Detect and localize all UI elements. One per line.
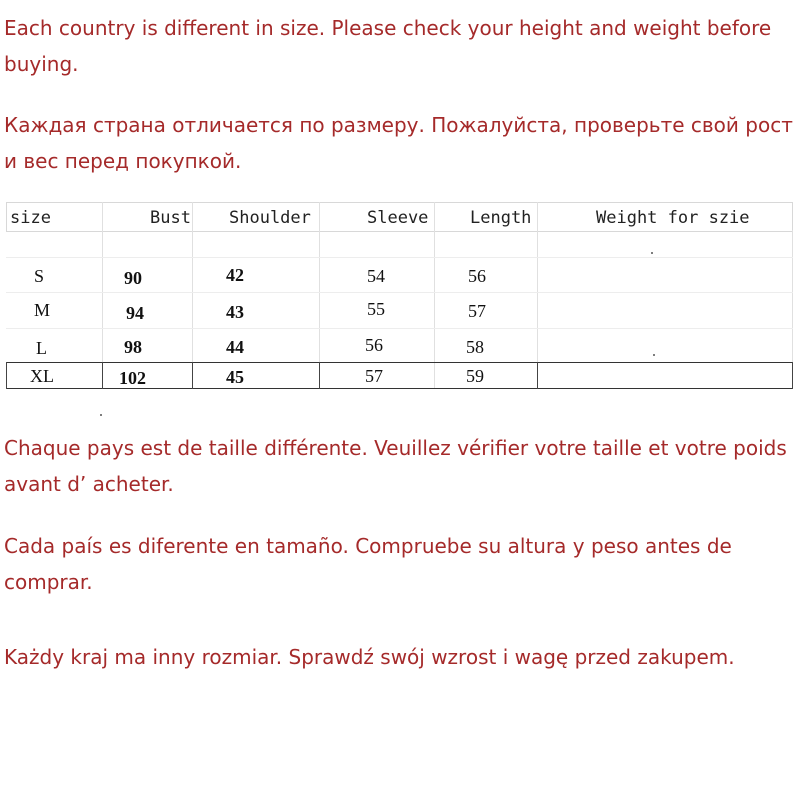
row-border — [6, 362, 793, 363]
row-border — [319, 362, 320, 389]
grid-line — [319, 202, 320, 389]
row-border — [792, 362, 793, 389]
notice-english: Each country is different in size. Please check your height and weight before buying. — [4, 16, 772, 76]
cell-bust-xl: 102 — [119, 368, 146, 388]
cell-shoulder-s: 42 — [226, 265, 244, 285]
grid-line — [6, 292, 793, 293]
cell-shoulder-l: 44 — [226, 337, 244, 357]
cell-sleeve-l: 56 — [365, 335, 383, 355]
row-border — [192, 362, 193, 389]
row-border — [102, 362, 103, 389]
cell-size-m: M — [34, 300, 51, 320]
cell-bust-s: 90 — [124, 268, 142, 288]
header-shoulder: Shoulder — [229, 208, 311, 228]
notice-french: Chaque pays est de taille différente. Veuillez vérifier votre taille et votre poids avant d’ acheter. — [4, 436, 787, 496]
grid-line — [6, 257, 793, 258]
cell-length-s: 56 — [468, 266, 486, 286]
grid-line — [537, 202, 538, 389]
cell-size-xl: XL — [30, 366, 54, 386]
cell-size-s: S — [34, 266, 45, 286]
cell-sleeve-s: 54 — [367, 266, 385, 286]
cell-bust-m: 94 — [126, 303, 144, 323]
cell-length-l: 58 — [466, 337, 484, 357]
row-border — [537, 362, 538, 389]
header-bust: Bust — [150, 208, 191, 228]
speck — [100, 414, 102, 416]
header-weight: Weight for szie — [596, 208, 750, 228]
header-length: Length — [470, 208, 532, 228]
cell-sleeve-m: 55 — [367, 299, 385, 319]
cell-length-m: 57 — [468, 301, 486, 321]
notice-polish: Każdy kraj ma inny rozmiar. Sprawdź swój wzrost i wagę przed zakupem. — [4, 645, 735, 669]
cell-bust-l: 98 — [124, 337, 142, 357]
notice-spanish: Cada país es diferente en tamaño. Compruebe su altura y peso antes de comprar. — [4, 534, 732, 594]
grid-line — [102, 202, 103, 389]
row-border — [6, 362, 7, 389]
cell-shoulder-xl: 45 — [226, 367, 244, 387]
notice-russian: Каждая страна отличается по размеру. Пожалуйста, проверьте свой рост и вес перед покупкой. — [4, 113, 793, 173]
grid-line — [192, 202, 193, 389]
cell-length-xl: 59 — [466, 366, 484, 386]
cell-shoulder-m: 43 — [226, 302, 244, 322]
cell-sleeve-xl: 57 — [365, 366, 383, 386]
header-sleeve: Sleeve — [367, 208, 429, 228]
grid-line — [6, 328, 793, 329]
cell-size-l: L — [36, 338, 47, 358]
grid-line — [434, 202, 435, 389]
table-header-row — [6, 202, 793, 232]
speck — [653, 354, 655, 356]
speck — [651, 252, 653, 254]
header-size: size — [10, 208, 51, 228]
size-chart-table — [6, 202, 793, 389]
